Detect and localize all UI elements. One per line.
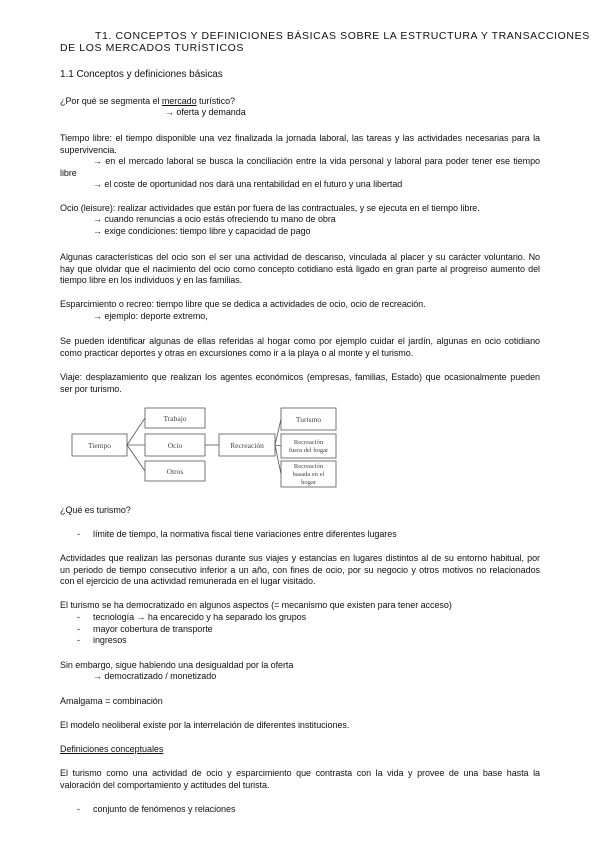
diagram-label-basada-3: hogar	[301, 479, 316, 486]
defs-bullet: conjunto de fenómenos y relaciones	[93, 804, 236, 814]
bullet-marker: -	[77, 612, 80, 622]
que-turismo-bullet: límite de tiempo, la normativa fiscal tiene variaciones entre diferentes lugares	[93, 529, 397, 539]
diagram-line-otros	[127, 445, 145, 471]
tiempo-ocio-diagram	[70, 402, 340, 488]
viaje-line2: ser por turismo.	[60, 384, 122, 394]
que-turismo-question: ¿Qué es turismo?	[60, 505, 131, 515]
esparc-line2: → ejemplo: deporte extremo,	[93, 311, 208, 321]
diagram-label-recreacion: Recreación	[230, 441, 264, 450]
democr-heading: El turismo se ha democratizado en algunos aspectos (= mecanismo que existen para tener acceso)	[60, 600, 452, 610]
tiempo-libre-line1: Tiempo libre: el tiempo disponible una vez finalizada la jornada laboral, las tareas y las actividades necesarias para la	[60, 133, 540, 143]
defs-heading: Definiciones conceptuales	[60, 744, 164, 754]
ocio-line2: → cuando renuncias a ocio estás ofreciendo tu mano de obra	[93, 214, 336, 224]
defs-line1: El turismo como una actividad de ocio y esparcimiento que contrasta con la vida y provee de una base hasta la	[60, 768, 540, 778]
democr-bullet2: mayor cobertura de transporte	[93, 624, 213, 634]
esparc-line1: Esparcimiento o recreo: tiempo libre que se dedica a actividades de ocio, ocio de recreación.	[60, 299, 426, 309]
diagram-label-otros: Otros	[166, 467, 184, 476]
diagram-label-fuera-2: fuera del hogar	[288, 447, 329, 454]
doc-title-line2: DE LOS MERCADOS TURÍSTICOS	[60, 42, 245, 54]
diagram-label-trabajo: Trabajo	[163, 414, 187, 423]
desig-line2: → democratizado / monetizado	[93, 671, 217, 681]
caract-line2: hay que olvidar que el nacimiento del ocio como concepto cotidiano está ligado en gran parte al progreiso aumento del	[60, 264, 540, 274]
defs-line2: valoración del comportamiento y actitudes del turista.	[60, 780, 270, 790]
tiempo-libre-line5: → el coste de oportunidad nos dará una rentabilidad en el futuro y una libertad	[93, 179, 403, 189]
diagram-line-trabajo	[127, 418, 145, 445]
tiempo-libre-line2: supervivencia.	[60, 145, 117, 155]
mercado-link[interactable]: mercado	[161, 96, 197, 106]
diagram-line-fuera	[275, 445, 281, 446]
turismo-def-line3: con el ejercicio de una actividad remunerada en el lugar visitado.	[60, 576, 316, 586]
turismo-def-line2: un periodo de tiempo consecutivo inferior a un año, con fines de ocio, por su negocio y otros motivos no relacionados	[60, 565, 540, 575]
caract-line1: Algunas características del ocio son el ser una actividad de descanso, vinculada al placer y su carácter voluntario. No	[60, 252, 540, 262]
ocio-line1: Ocio (leisure): realizar actividades que están por fuera de las contractuales, y se ejecuta en el tiempo libre.	[60, 203, 480, 213]
bullet-marker: -	[77, 624, 80, 634]
segment-question	[60, 96, 235, 107]
bullet-marker: -	[77, 635, 80, 645]
diagram-line-basada	[275, 445, 281, 474]
diagram-label-fuera-1: Recreación	[293, 439, 324, 446]
hogar-line1: Se pueden identificar algunas de ellas referidas al hogar como por ejemplo cuidar el jardín, algunas en ocio cotidiano	[60, 336, 540, 346]
doc-title-line1: T1. CONCEPTOS Y DEFINICIONES BÁSICAS SOBRE LA ESTRUCTURA Y TRANSACCIONES	[95, 30, 590, 42]
tiempo-libre-line4: libre	[60, 168, 77, 178]
diagram-label-ocio: Ocio	[167, 441, 183, 450]
hogar-line2: como practicar deportes y otras en excursiones como ir a la playa o al monte y el turismo.	[60, 348, 414, 358]
neoliberal-line: El modelo neoliberal existe por la interrelación de diferentes instituciones.	[60, 720, 350, 730]
segment-question-post: turístico?	[196, 96, 235, 106]
bullet-marker: -	[77, 804, 80, 814]
diagram-label-basada-1: Recreación	[293, 463, 324, 470]
diagram-label-basada-2: basada en el	[292, 471, 325, 478]
viaje-line1: Viaje: desplazamiento que realizan los agentes económicos (empresas, familias, Estado) que ocasionalmente pueden	[60, 372, 540, 382]
tiempo-libre-line3: → en el mercado laboral se busca la conciliación entre la vida personal y laboral para poder tener ese tiempo	[93, 156, 540, 166]
section-heading: 1.1 Conceptos y definiciones básicas	[60, 69, 223, 80]
democr-bullet1: tecnología → ha encarecido y ha separado los grupos	[93, 612, 307, 622]
diagram-label-turismo: Turismo	[295, 415, 322, 424]
segment-question-pre: ¿Por qué se segmenta el	[60, 96, 162, 106]
diagram-box-fuera	[281, 434, 336, 458]
amalgama-line: Amalgama = combinación	[60, 696, 163, 706]
bullet-marker: -	[77, 529, 80, 539]
democr-bullet3: ingresos	[93, 635, 127, 645]
diagram-line-turismo	[275, 419, 281, 445]
desig-line1: Sin embargo, sigue habiendo una desigualdad por la oferta	[60, 660, 294, 670]
segment-answer: → oferta y demanda	[165, 107, 246, 117]
turismo-def-line1: Actividades que realizan las personas durante sus viajes y estancias en lugares distintos al de su entorno habitual, por	[60, 553, 540, 563]
ocio-line3: → exige condiciones: tiempo libre y capacidad de pago	[93, 226, 311, 236]
diagram-label-tiempo: Tiempo	[87, 441, 112, 450]
caract-line3: tiempo libre en los individuos y en las familias.	[60, 275, 243, 285]
